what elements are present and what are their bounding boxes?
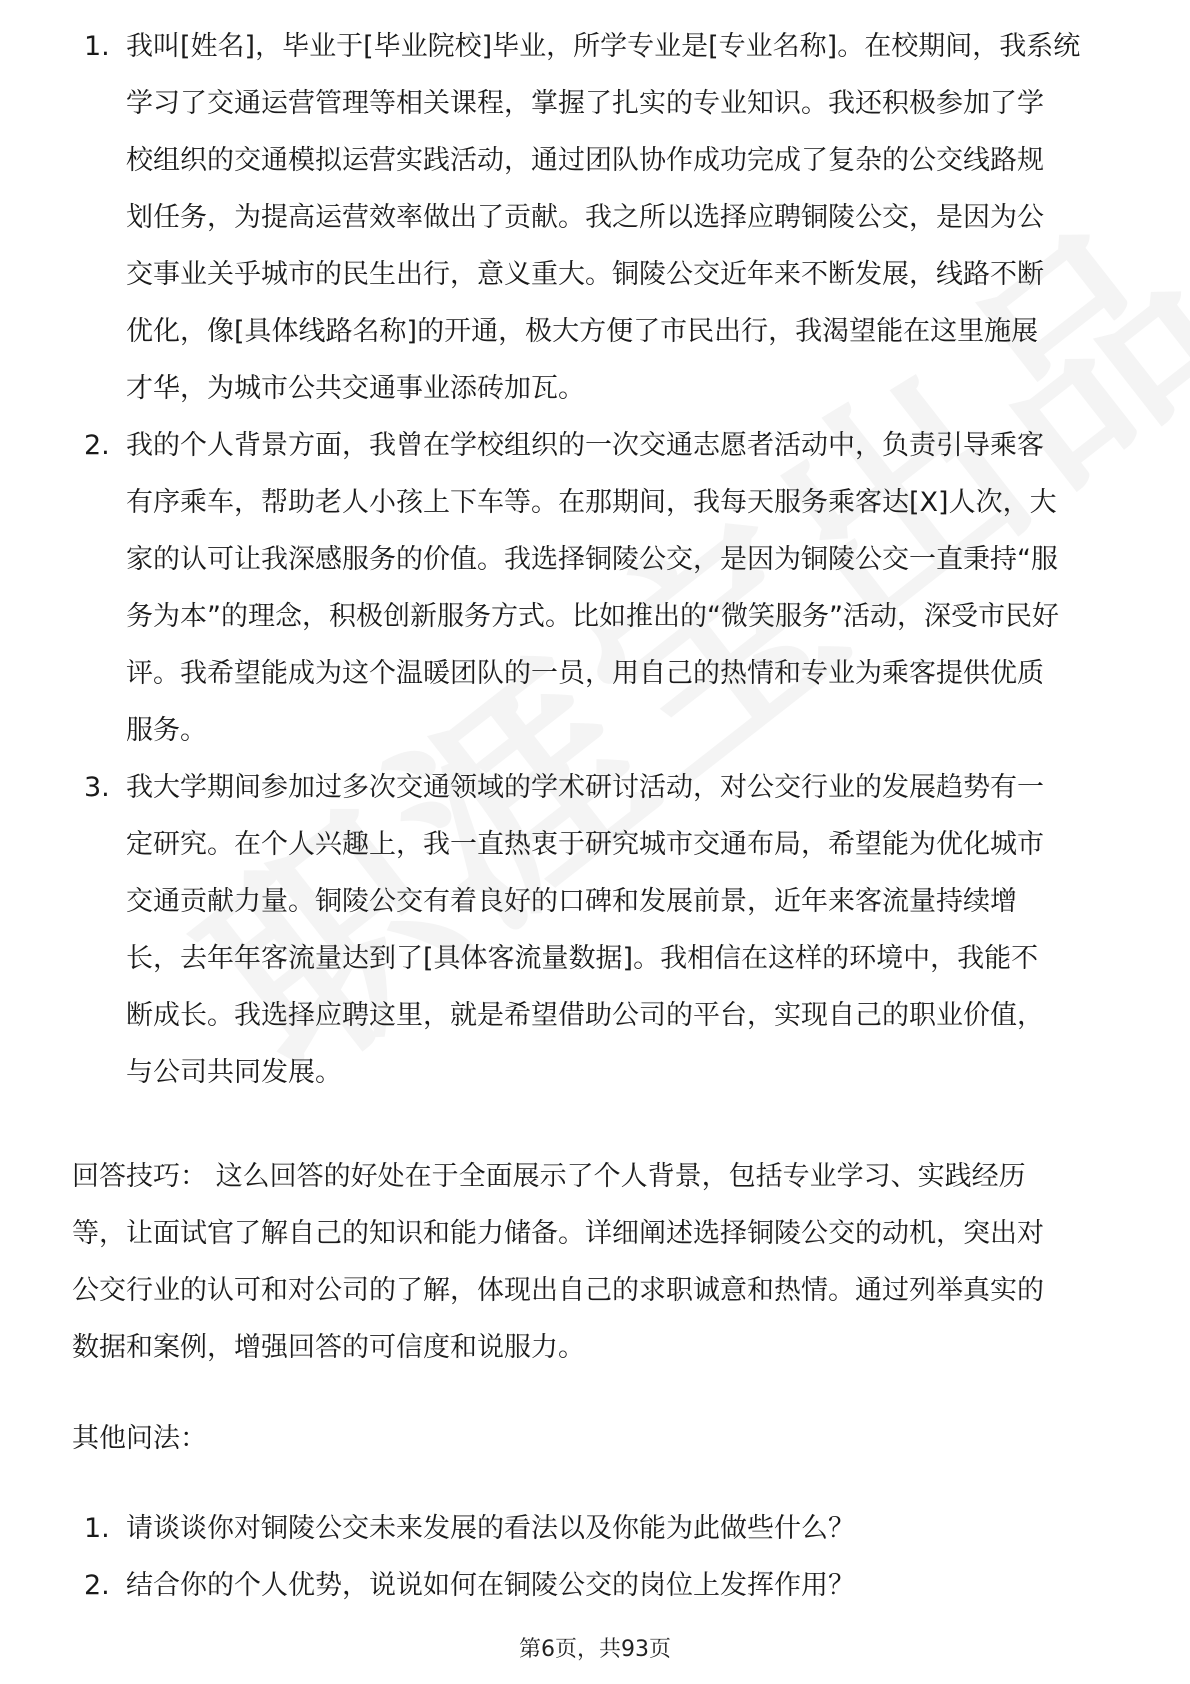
other-questions-heading: 其他问法： bbox=[72, 1423, 207, 1454]
answer-line: 家的认可让我深感服务的价值。我选择铜陵公交，是因为铜陵公交一直秉持“服 bbox=[126, 544, 1058, 575]
tips-line: 回答技巧： 这么回答的好处在于全面展示了个人背景，包括专业学习、实践经历 bbox=[72, 1161, 1026, 1192]
answer-line: 校组织的交通模拟运营实践活动，通过团队协作成功完成了复杂的公交线路规 bbox=[126, 145, 1044, 176]
answer-number: 3. bbox=[84, 772, 110, 803]
answer-line: 与公司共同发展。 bbox=[126, 1057, 342, 1088]
other-question-number: 1. bbox=[84, 1513, 110, 1544]
answer-line: 评。我希望能成为这个温暖团队的一员，用自己的热情和专业为乘客提供优质 bbox=[126, 658, 1044, 689]
answer-line: 交事业关乎城市的民生出行，意义重大。铜陵公交近年来不断发展，线路不断 bbox=[126, 259, 1044, 290]
answer-line: 交通贡献力量。铜陵公交有着良好的口碑和发展前景，近年来客流量持续增 bbox=[126, 886, 1017, 917]
answer-line: 定研究。在个人兴趣上，我一直热衷于研究城市交通布局，希望能为优化城市 bbox=[126, 829, 1044, 860]
other-question-item bbox=[84, 1557, 1124, 1614]
answer-line: 我大学期间参加过多次交通领域的学术研讨活动，对公交行业的发展趋势有一 bbox=[126, 772, 1044, 803]
other-question-item bbox=[84, 1500, 1124, 1557]
page-footer: 第6页，共93页 bbox=[519, 1637, 671, 1662]
answer-line: 才华，为城市公共交通事业添砖加瓦。 bbox=[126, 373, 585, 404]
other-question-number: 2. bbox=[84, 1570, 110, 1601]
answer-line: 服务。 bbox=[126, 715, 207, 746]
tips-line: 等，让面试官了解自己的知识和能力储备。详细阐述选择铜陵公交的动机，突出对 bbox=[72, 1218, 1044, 1249]
answer-number: 1. bbox=[84, 31, 110, 62]
other-questions-list bbox=[84, 1500, 1124, 1614]
other-question-text: 请谈谈你对铜陵公交未来发展的看法以及你能为此做些什么？ bbox=[126, 1513, 855, 1544]
answer-line: 长，去年年客流量达到了[具体客流量数据]。我相信在这样的环境中，我能不 bbox=[126, 943, 1039, 974]
answer-line: 我叫[姓名]，毕业于[毕业院校]毕业，所学专业是[专业名称]。在校期间，我系统 bbox=[126, 31, 1081, 62]
tips-line: 数据和案例，增强回答的可信度和说服力。 bbox=[72, 1332, 585, 1363]
answer-line: 我的个人背景方面，我曾在学校组织的一次交通志愿者活动中，负责引导乘客 bbox=[126, 430, 1044, 461]
answer-line: 有序乘车，帮助老人小孩上下车等。在那期间，我每天服务乘客达[X]人次，大 bbox=[126, 487, 1057, 518]
answer-list bbox=[84, 18, 1124, 1101]
answer-number: 2. bbox=[84, 430, 110, 461]
answer-line: 务为本”的理念，积极创新服务方式。比如推出的“微笑服务”活动，深受市民好 bbox=[126, 601, 1059, 632]
answer-item-1 bbox=[84, 18, 1124, 417]
answer-tips bbox=[72, 1148, 1122, 1376]
answer-line: 划任务，为提高运营效率做出了贡献。我之所以选择应聘铜陵公交，是因为公 bbox=[126, 202, 1044, 233]
answer-line: 优化，像[具体线路名称]的开通，极大方便了市民出行，我渴望能在这里施展 bbox=[126, 316, 1039, 347]
answer-item-2 bbox=[84, 417, 1124, 759]
answer-item-3 bbox=[84, 759, 1124, 1101]
answer-line: 断成长。我选择应聘这里，就是希望借助公司的平台，实现自己的职业价值， bbox=[126, 1000, 1044, 1031]
answer-line: 学习了交通运营管理等相关课程，掌握了扎实的专业知识。我还积极参加了学 bbox=[126, 88, 1044, 119]
tips-line: 公交行业的认可和对公司的了解，体现出自己的求职诚意和热情。通过列举真实的 bbox=[72, 1275, 1044, 1306]
other-question-text: 结合你的个人优势，说说如何在铜陵公交的岗位上发挥作用？ bbox=[126, 1570, 855, 1601]
